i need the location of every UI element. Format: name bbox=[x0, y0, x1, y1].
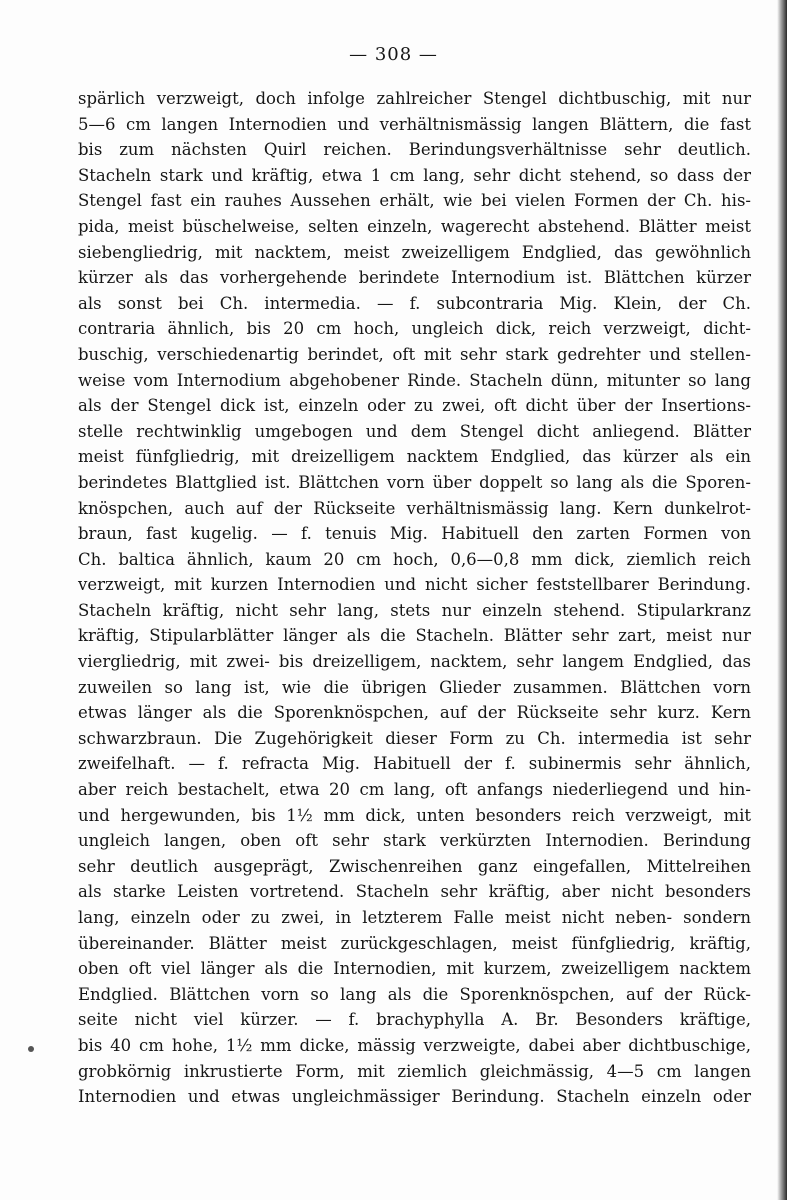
text-line: Stacheln kräftig, nicht sehr lang, stets nur einzeln stehend. Stipularkranz bbox=[78, 600, 751, 620]
page-number: — 308 — bbox=[349, 44, 438, 65]
text-line: als der Stengel dick ist, einzeln oder zu zwei, oft dicht über der Insertions- bbox=[78, 396, 751, 416]
text-line: viergliedrig, mit zwei- bis dreizelligem, nacktem, sehr langem Endglied, das bbox=[78, 652, 751, 672]
text-line: bis 40 cm hohe, 1½ mm dicke, mässig verzweigte, dabei aber dichtbuschige, bbox=[78, 1035, 751, 1055]
text-line: ungleich langen, oben oft sehr stark verkürzten Internodien. Berindung bbox=[78, 831, 751, 851]
text-line: berindetes Blattglied ist. Blättchen vorn über doppelt so lang als die Sporen- bbox=[78, 472, 751, 492]
text-line: lang, einzeln oder zu zwei, in letzterem Falle meist nicht neben- sondern bbox=[78, 908, 751, 927]
text-line: Stacheln stark und kräftig, etwa 1 cm lang, sehr dicht stehend, so dass der bbox=[78, 165, 751, 185]
text-line: bis zum nächsten Quirl reichen. Berindungsverhältnisse sehr deutlich. bbox=[78, 140, 751, 160]
text-line: verzweigt, mit kurzen Internodien und nicht sicher feststellbarer Berindung. bbox=[78, 575, 751, 595]
text-line: oben oft viel länger als die Internodien, mit kurzem, zweizelligem nacktem bbox=[78, 959, 751, 979]
body-text bbox=[78, 86, 751, 1110]
text-line: pida, meist büschelweise, selten einzeln, wagerecht abstehend. Blätter meist bbox=[78, 216, 751, 236]
text-line: 5—6 cm langen Internodien und verhältnismässig langen Blättern, die fast bbox=[78, 114, 751, 134]
text-line: contraria ähnlich, bis 20 cm hoch, ungleich dick, reich verzweigt, dicht- bbox=[78, 319, 751, 339]
text-line: aber reich bestachelt, etwa 20 cm lang, oft anfangs niederliegend und hin- bbox=[78, 780, 751, 800]
text-line: Stengel fast ein rauhes Aussehen erhält, wie bei vielen Formen der Ch. his- bbox=[78, 191, 751, 211]
text-line: etwas länger als die Sporenknöspchen, auf der Rückseite sehr kurz. Kern bbox=[78, 703, 751, 723]
text-line: als starke Leisten vortretend. Stacheln sehr kräftig, aber nicht besonders bbox=[78, 882, 751, 902]
text-line: zweifelhaft. — f. refracta Mig. Habituell der f. subinermis sehr ähnlich, bbox=[78, 754, 751, 774]
text-line: Internodien und etwas ungleichmässiger Berindung. Stacheln einzeln oder bbox=[78, 1087, 751, 1107]
text-line: kürzer als das vorhergehende berindete Internodium ist. Blättchen kürzer bbox=[78, 268, 751, 288]
text-line: siebengliedrig, mit nacktem, meist zweizelligem Endglied, das gewöhnlich bbox=[78, 242, 751, 262]
text-line: übereinander. Blätter meist zurückgeschlagen, meist fünfgliedrig, kräftig, bbox=[78, 933, 751, 953]
text-line: zuweilen so lang ist, wie die übrigen Glieder zusammen. Blättchen vorn bbox=[78, 677, 751, 697]
text-line: stelle rechtwinklig umgebogen und dem Stengel dicht anliegend. Blätter bbox=[78, 421, 751, 441]
text-line: Ch. baltica ähnlich, kaum 20 cm hoch, 0,6—0,8 mm dick, ziemlich reich bbox=[78, 549, 751, 569]
page-edge-shadow bbox=[777, 0, 787, 1200]
text-line: spärlich verzweigt, doch infolge zahlreicher Stengel dichtbuschig, mit nur bbox=[78, 89, 751, 108]
text-line: buschig, verschiedenartig berindet, oft mit sehr stark gedrehter und stellen- bbox=[78, 344, 751, 364]
text-line: meist fünfgliedrig, mit dreizelligem nacktem Endglied, das kürzer als ein bbox=[78, 447, 751, 467]
text-line: knöspchen, auch auf der Rückseite verhältnismässig lang. Kern dunkelrot- bbox=[78, 498, 751, 518]
text-line: als sonst bei Ch. intermedia. — f. subcontraria Mig. Klein, der Ch. bbox=[78, 293, 751, 313]
text-line: und hergewunden, bis 1½ mm dick, unten besonders reich verzweigt, mit bbox=[78, 805, 751, 825]
text-line: seite nicht viel kürzer. — f. brachyphylla A. Br. Besonders kräftige, bbox=[78, 1010, 751, 1030]
text-line: grobkörnig inkrustierte Form, mit ziemlich gleichmässig, 4—5 cm langen bbox=[78, 1061, 751, 1081]
ink-spot bbox=[28, 1046, 34, 1052]
text-line: schwarzbraun. Die Zugehörigkeit dieser Form zu Ch. intermedia ist sehr bbox=[78, 728, 751, 748]
text-line: kräftig, Stipularblätter länger als die Stacheln. Blätter sehr zart, meist nur bbox=[78, 626, 751, 646]
text-line: sehr deutlich ausgeprägt, Zwischenreihen ganz eingefallen, Mittelreihen bbox=[78, 856, 751, 876]
text-line: weise vom Internodium abgehobener Rinde. Stacheln dünn, mitunter so lang bbox=[78, 370, 751, 390]
text-line: Endglied. Blättchen vorn so lang als die Sporenknöspchen, auf der Rück- bbox=[78, 984, 751, 1004]
text-line: braun, fast kugelig. — f. tenuis Mig. Habituell den zarten Formen von bbox=[78, 524, 751, 544]
